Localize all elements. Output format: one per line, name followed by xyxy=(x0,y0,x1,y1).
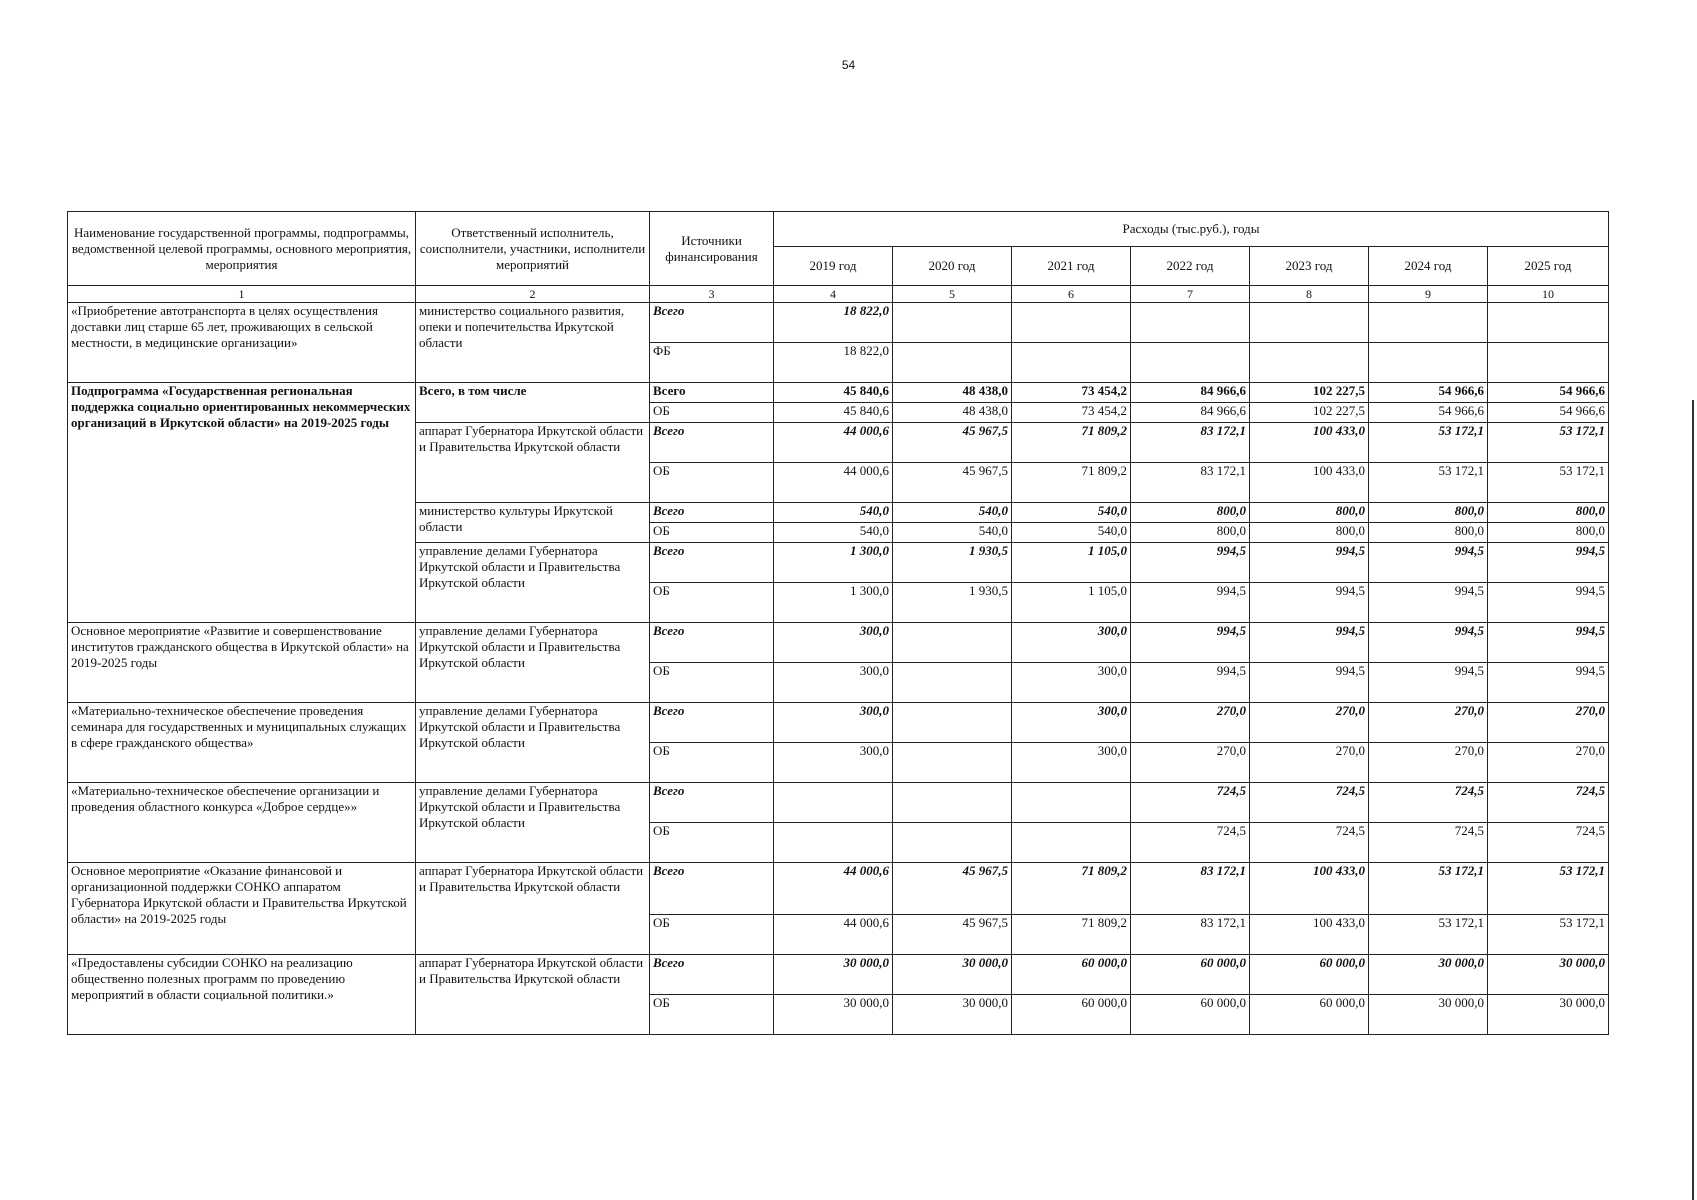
expense-value-cell: 724,5 xyxy=(1488,783,1609,823)
expense-value-cell: 300,0 xyxy=(1012,703,1131,743)
expense-value-cell xyxy=(893,663,1012,703)
expense-value-cell xyxy=(1369,343,1488,383)
expense-value-cell: 54 966,6 xyxy=(1488,403,1609,423)
expense-value-cell: 45 967,5 xyxy=(893,423,1012,463)
program-name-cell: Основное мероприятие «Развитие и совершенствование институтов гражданского общества в Иркутской области» на 2019-2025 годы xyxy=(68,623,416,703)
scan-edge-line xyxy=(1692,400,1694,1200)
expense-value-cell: 53 172,1 xyxy=(1488,863,1609,915)
header-year: 2020 год xyxy=(893,247,1012,286)
expense-value-cell: 724,5 xyxy=(1369,823,1488,863)
expense-value-cell: 60 000,0 xyxy=(1131,995,1250,1035)
expense-value-cell: 30 000,0 xyxy=(1488,995,1609,1035)
expense-value-cell xyxy=(1012,303,1131,343)
expense-value-cell: 30 000,0 xyxy=(1488,955,1609,995)
expense-value-cell: 83 172,1 xyxy=(1131,863,1250,915)
expense-value-cell: 270,0 xyxy=(1488,743,1609,783)
expense-value-cell xyxy=(893,823,1012,863)
expense-value-cell: 724,5 xyxy=(1131,783,1250,823)
funding-source-cell: Всего xyxy=(650,703,774,743)
expense-value-cell: 60 000,0 xyxy=(1250,955,1369,995)
expense-value-cell: 71 809,2 xyxy=(1012,423,1131,463)
expense-value-cell: 48 438,0 xyxy=(893,383,1012,403)
expense-value-cell: 60 000,0 xyxy=(1012,995,1131,1035)
expense-value-cell: 83 172,1 xyxy=(1131,423,1250,463)
table-row xyxy=(68,783,1609,823)
column-index: 1 xyxy=(68,286,416,303)
header-year: 2019 год xyxy=(774,247,893,286)
expense-value-cell: 53 172,1 xyxy=(1488,915,1609,955)
expense-value-cell: 60 000,0 xyxy=(1131,955,1250,995)
column-index: 7 xyxy=(1131,286,1250,303)
expense-value-cell: 71 809,2 xyxy=(1012,915,1131,955)
expense-value-cell: 800,0 xyxy=(1369,503,1488,523)
funding-source-cell: Всего xyxy=(650,303,774,343)
expense-value-cell: 270,0 xyxy=(1250,743,1369,783)
expense-value-cell: 270,0 xyxy=(1488,703,1609,743)
expense-value-cell: 1 105,0 xyxy=(1012,583,1131,623)
funding-source-cell: Всего xyxy=(650,503,774,523)
expense-value-cell: 994,5 xyxy=(1488,663,1609,703)
header-year: 2022 год xyxy=(1131,247,1250,286)
expense-value-cell: 540,0 xyxy=(1012,523,1131,543)
expense-value-cell: 994,5 xyxy=(1488,623,1609,663)
expense-value-cell: 73 454,2 xyxy=(1012,383,1131,403)
expense-value-cell: 800,0 xyxy=(1488,503,1609,523)
expense-value-cell: 60 000,0 xyxy=(1012,955,1131,995)
expense-value-cell: 53 172,1 xyxy=(1488,463,1609,503)
executor-cell: министерство социального развития, опеки и попечительства Иркутской области xyxy=(416,303,650,383)
executor-cell: аппарат Губернатора Иркутской области и Правительства Иркутской области xyxy=(416,423,650,503)
column-index: 3 xyxy=(650,286,774,303)
expense-value-cell xyxy=(1012,823,1131,863)
expense-value-cell: 540,0 xyxy=(893,523,1012,543)
expense-value-cell: 71 809,2 xyxy=(1012,863,1131,915)
expense-value-cell: 100 433,0 xyxy=(1250,423,1369,463)
expense-value-cell: 45 967,5 xyxy=(893,463,1012,503)
expense-value-cell xyxy=(893,703,1012,743)
column-index: 4 xyxy=(774,286,893,303)
table-row xyxy=(68,955,1609,995)
expense-value-cell: 994,5 xyxy=(1131,663,1250,703)
expense-value-cell: 30 000,0 xyxy=(774,995,893,1035)
expense-value-cell: 45 840,6 xyxy=(774,403,893,423)
expense-value-cell: 270,0 xyxy=(1369,743,1488,783)
expense-value-cell xyxy=(1131,343,1250,383)
expense-value-cell: 30 000,0 xyxy=(893,995,1012,1035)
expense-value-cell: 83 172,1 xyxy=(1131,463,1250,503)
table-row xyxy=(68,383,1609,403)
expense-value-cell: 724,5 xyxy=(1250,783,1369,823)
expense-value-cell: 994,5 xyxy=(1369,663,1488,703)
column-index: 8 xyxy=(1250,286,1369,303)
executor-cell: Всего, в том числе xyxy=(416,383,650,423)
executor-cell: управление делами Губернатора Иркутской области и Правительства Иркутской области xyxy=(416,783,650,863)
expense-value-cell: 30 000,0 xyxy=(1369,995,1488,1035)
expense-value-cell xyxy=(1250,303,1369,343)
expense-value-cell: 800,0 xyxy=(1369,523,1488,543)
program-name-cell: «Материально-техническое обеспечение организации и проведения областного конкурса «Доброе сердце»» xyxy=(68,783,416,863)
expense-value-cell: 270,0 xyxy=(1369,703,1488,743)
header-expenses: Расходы (тыс.руб.), годы xyxy=(774,212,1609,247)
header-year: 2024 год xyxy=(1369,247,1488,286)
header-executor: Ответственный исполнитель, соисполнители, участники, исполнители мероприятий xyxy=(416,212,650,286)
expense-value-cell xyxy=(1488,303,1609,343)
expense-value-cell: 18 822,0 xyxy=(774,343,893,383)
expense-value-cell: 724,5 xyxy=(1369,783,1488,823)
expense-value-cell: 71 809,2 xyxy=(1012,463,1131,503)
funding-source-cell: Всего xyxy=(650,623,774,663)
expense-value-cell: 994,5 xyxy=(1369,543,1488,583)
expense-value-cell: 84 966,6 xyxy=(1131,403,1250,423)
expense-value-cell: 994,5 xyxy=(1131,623,1250,663)
table-row xyxy=(68,703,1609,743)
expense-value-cell: 994,5 xyxy=(1369,583,1488,623)
expense-value-cell: 1 930,5 xyxy=(893,583,1012,623)
expense-value-cell: 30 000,0 xyxy=(893,955,1012,995)
expense-value-cell: 54 966,6 xyxy=(1369,383,1488,403)
expense-value-cell: 994,5 xyxy=(1250,663,1369,703)
expense-value-cell xyxy=(1369,303,1488,343)
expense-value-cell xyxy=(1131,303,1250,343)
page-number: 54 xyxy=(841,58,856,72)
expense-value-cell: 724,5 xyxy=(1250,823,1369,863)
expense-value-cell: 994,5 xyxy=(1250,623,1369,663)
expense-value-cell: 724,5 xyxy=(1488,823,1609,863)
column-index: 6 xyxy=(1012,286,1131,303)
expense-value-cell: 102 227,5 xyxy=(1250,383,1369,403)
expense-value-cell: 44 000,6 xyxy=(774,463,893,503)
expense-value-cell: 800,0 xyxy=(1488,523,1609,543)
expense-value-cell xyxy=(774,783,893,823)
column-index: 5 xyxy=(893,286,1012,303)
expense-value-cell xyxy=(893,783,1012,823)
expense-value-cell: 300,0 xyxy=(774,623,893,663)
funding-source-cell: ОБ xyxy=(650,523,774,543)
executor-cell: министерство культуры Иркутской области xyxy=(416,503,650,543)
expense-value-cell: 270,0 xyxy=(1250,703,1369,743)
expense-value-cell: 300,0 xyxy=(774,703,893,743)
funding-source-cell: ОБ xyxy=(650,743,774,783)
program-name-cell: «Приобретение автотранспорта в целях осуществления доставки лиц старше 65 лет, проживающих в сельской местности, в медицинские организации» xyxy=(68,303,416,383)
budget-table xyxy=(67,211,1609,1035)
expense-value-cell: 270,0 xyxy=(1131,743,1250,783)
expense-value-cell: 800,0 xyxy=(1250,503,1369,523)
expense-value-cell: 540,0 xyxy=(893,503,1012,523)
table-row xyxy=(68,303,1609,343)
header-year: 2025 год xyxy=(1488,247,1609,286)
funding-source-cell: ОБ xyxy=(650,463,774,503)
funding-source-cell: ОБ xyxy=(650,583,774,623)
expense-value-cell: 540,0 xyxy=(1012,503,1131,523)
funding-source-cell: ОБ xyxy=(650,823,774,863)
funding-source-cell: Всего xyxy=(650,955,774,995)
column-index: 2 xyxy=(416,286,650,303)
funding-source-cell: ФБ xyxy=(650,343,774,383)
expense-value-cell: 800,0 xyxy=(1250,523,1369,543)
program-name-cell: «Материально-техническое обеспечение проведения семинара для государственных и муниципальных служащих в сфере гражданского общества» xyxy=(68,703,416,783)
executor-cell: управление делами Губернатора Иркутской области и Правительства Иркутской области xyxy=(416,703,650,783)
expense-value-cell: 1 300,0 xyxy=(774,543,893,583)
expense-value-cell: 30 000,0 xyxy=(1369,955,1488,995)
expense-value-cell xyxy=(893,303,1012,343)
expense-value-cell: 48 438,0 xyxy=(893,403,1012,423)
expense-value-cell xyxy=(1012,343,1131,383)
expense-value-cell: 53 172,1 xyxy=(1369,423,1488,463)
program-name-cell: Основное мероприятие «Оказание финансовой и организационной поддержки СОНКО аппаратом Губернатора Иркутской области и Правительства Иркутской области» на 2019-2025 годы xyxy=(68,863,416,955)
program-name-cell: Подпрограмма «Государственная региональная поддержка социально ориентированных некоммерческих организаций в Иркутской области» на 2019-2025 годы xyxy=(68,383,416,623)
table-row xyxy=(68,623,1609,663)
expense-value-cell: 994,5 xyxy=(1131,543,1250,583)
expense-value-cell: 44 000,6 xyxy=(774,423,893,463)
expense-value-cell: 300,0 xyxy=(774,663,893,703)
expense-value-cell: 53 172,1 xyxy=(1369,863,1488,915)
expense-value-cell: 73 454,2 xyxy=(1012,403,1131,423)
expense-value-cell: 44 000,6 xyxy=(774,863,893,915)
expense-value-cell: 30 000,0 xyxy=(774,955,893,995)
expense-value-cell: 994,5 xyxy=(1250,543,1369,583)
expense-value-cell: 44 000,6 xyxy=(774,915,893,955)
expense-value-cell: 724,5 xyxy=(1131,823,1250,863)
funding-source-cell: ОБ xyxy=(650,995,774,1035)
table-row xyxy=(68,863,1609,915)
expense-value-cell: 100 433,0 xyxy=(1250,863,1369,915)
expense-value-cell: 994,5 xyxy=(1369,623,1488,663)
executor-cell: аппарат Губернатора Иркутской области и Правительства Иркутской области xyxy=(416,955,650,1035)
column-index: 9 xyxy=(1369,286,1488,303)
expense-value-cell: 994,5 xyxy=(1250,583,1369,623)
expense-value-cell: 54 966,6 xyxy=(1369,403,1488,423)
expense-value-cell xyxy=(1250,343,1369,383)
expense-value-cell: 45 967,5 xyxy=(893,915,1012,955)
header-name: Наименование государственной программы, подпрограммы, ведомственной целевой программы, основного мероприятия, мероприятия xyxy=(68,212,416,286)
expense-value-cell: 53 172,1 xyxy=(1488,423,1609,463)
expense-value-cell: 45 840,6 xyxy=(774,383,893,403)
funding-source-cell: Всего xyxy=(650,783,774,823)
expense-value-cell: 300,0 xyxy=(1012,623,1131,663)
header-year: 2023 год xyxy=(1250,247,1369,286)
expense-value-cell: 994,5 xyxy=(1488,583,1609,623)
expense-value-cell: 100 433,0 xyxy=(1250,915,1369,955)
expense-value-cell: 270,0 xyxy=(1131,703,1250,743)
funding-source-cell: ОБ xyxy=(650,915,774,955)
expense-value-cell xyxy=(893,743,1012,783)
expense-value-cell: 60 000,0 xyxy=(1250,995,1369,1035)
expense-value-cell xyxy=(893,343,1012,383)
executor-cell: аппарат Губернатора Иркутской области и Правительства Иркутской области xyxy=(416,863,650,955)
header-year: 2021 год xyxy=(1012,247,1131,286)
column-index: 10 xyxy=(1488,286,1609,303)
expense-value-cell: 800,0 xyxy=(1131,503,1250,523)
expense-value-cell: 84 966,6 xyxy=(1131,383,1250,403)
expense-value-cell: 800,0 xyxy=(1131,523,1250,543)
funding-source-cell: Всего xyxy=(650,863,774,915)
funding-source-cell: Всего xyxy=(650,543,774,583)
funding-source-cell: Всего xyxy=(650,423,774,463)
expense-value-cell: 83 172,1 xyxy=(1131,915,1250,955)
expense-value-cell xyxy=(1012,783,1131,823)
expense-value-cell: 102 227,5 xyxy=(1250,403,1369,423)
expense-value-cell: 300,0 xyxy=(774,743,893,783)
expense-value-cell: 1 930,5 xyxy=(893,543,1012,583)
funding-source-cell: ОБ xyxy=(650,663,774,703)
expense-value-cell xyxy=(1488,343,1609,383)
expense-value-cell: 1 300,0 xyxy=(774,583,893,623)
program-name-cell: «Предоставлены субсидии СОНКО на реализацию общественно полезных программ по проведению мероприятий в области социальной политики.» xyxy=(68,955,416,1035)
expense-value-cell: 53 172,1 xyxy=(1369,915,1488,955)
funding-source-cell: ОБ xyxy=(650,403,774,423)
header-source: Источники финансирования xyxy=(650,212,774,286)
executor-cell: управление делами Губернатора Иркутской области и Правительства Иркутской области xyxy=(416,623,650,703)
expense-value-cell: 100 433,0 xyxy=(1250,463,1369,503)
expense-value-cell: 994,5 xyxy=(1488,543,1609,583)
expense-value-cell: 540,0 xyxy=(774,523,893,543)
expense-value-cell: 45 967,5 xyxy=(893,863,1012,915)
expense-value-cell xyxy=(893,623,1012,663)
expense-value-cell: 1 105,0 xyxy=(1012,543,1131,583)
expense-value-cell: 300,0 xyxy=(1012,663,1131,703)
expense-value-cell: 18 822,0 xyxy=(774,303,893,343)
expense-value-cell: 53 172,1 xyxy=(1369,463,1488,503)
expense-value-cell xyxy=(774,823,893,863)
expense-value-cell: 994,5 xyxy=(1131,583,1250,623)
expense-value-cell: 54 966,6 xyxy=(1488,383,1609,403)
expense-value-cell: 540,0 xyxy=(774,503,893,523)
expense-value-cell: 300,0 xyxy=(1012,743,1131,783)
executor-cell: управление делами Губернатора Иркутской области и Правительства Иркутской области xyxy=(416,543,650,623)
funding-source-cell: Всего xyxy=(650,383,774,403)
